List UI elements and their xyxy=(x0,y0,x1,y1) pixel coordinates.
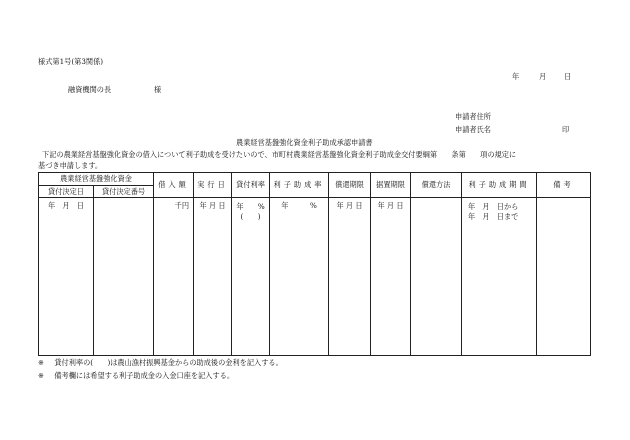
body-text-line1: 下記の農業経営基盤強化資金の借入について利子助成を受けたいので、市町村農業経営基盤強化資金利子助成金交付要綱第 条第 項の規定に xyxy=(42,150,517,159)
cell-rate xyxy=(232,198,270,356)
date-day: 日 xyxy=(564,72,572,81)
addressee-org: 融資機関の長 xyxy=(68,85,112,94)
cell-decision-date: 年 月 日 xyxy=(39,198,94,356)
cell-period-to: 年 月 日まで xyxy=(468,212,519,221)
cell-decision-number xyxy=(94,198,154,356)
header-rate: 貸付利率 xyxy=(232,173,270,198)
document-title: 農業経営基盤強化資金利子助成承認申請書 xyxy=(236,138,373,147)
cell-exec-date: 年 月 日 xyxy=(194,198,232,356)
cell-grace-period: 年 月 日 xyxy=(371,198,411,356)
cell-repay-method xyxy=(411,198,462,356)
cell-remarks xyxy=(537,198,591,356)
applicant-name-label: 申請者氏名 xyxy=(455,125,491,134)
note-2-text: 備考欄には希望する利子助成金の入金口座を記入する。 xyxy=(54,371,235,380)
cell-rate-value: 年 % xyxy=(236,202,265,211)
note-1 xyxy=(38,359,283,366)
cell-period-from: 年 月 日から xyxy=(468,202,519,211)
header-repay-method: 償還方法 xyxy=(411,173,462,198)
note-1-mark: ※ xyxy=(38,358,45,367)
date-month: 月 xyxy=(539,72,547,81)
header-amount: 借入額 xyxy=(154,173,194,198)
addressee-honorific: 様 xyxy=(154,85,162,94)
form-number: 様式第1号(第3関係) xyxy=(38,57,104,66)
cell-repay-period: 年 月 日 xyxy=(329,198,371,356)
header-fund-group: 農業経営基盤強化資金 xyxy=(39,173,154,186)
applicant-seal: 印 xyxy=(562,125,570,134)
applicant-address-label: 申請者住所 xyxy=(455,112,491,121)
date-year: 年 xyxy=(512,72,520,81)
cell-subsidy-rate: 年 % xyxy=(270,198,329,356)
header-subsidy-period: 利子助成期間 xyxy=(462,173,537,198)
header-remarks: 備考 xyxy=(537,173,591,198)
body-text-line2: 基づき申請します。 xyxy=(38,161,103,170)
header-grace-period: 据置期限 xyxy=(371,173,411,198)
cell-subsidy-period xyxy=(462,198,537,356)
note-1-text: 貸付利率の( )は農山漁村振興基金からの助成後の金利を記入する。 xyxy=(54,358,283,367)
cell-rate-paren: ( ) xyxy=(240,212,261,221)
header-subsidy-rate: 利子助成率 xyxy=(270,173,329,198)
header-exec-date: 実行日 xyxy=(194,173,232,198)
header-repay-period: 償還期限 xyxy=(329,173,371,198)
subsidy-table xyxy=(38,172,591,356)
note-2-mark: ※ xyxy=(38,371,45,380)
cell-amount: 千円 xyxy=(154,198,194,356)
note-2 xyxy=(38,372,234,379)
header-decision-number: 貸付決定番号 xyxy=(94,186,154,198)
header-decision-date: 貸付決定日 xyxy=(39,186,94,198)
